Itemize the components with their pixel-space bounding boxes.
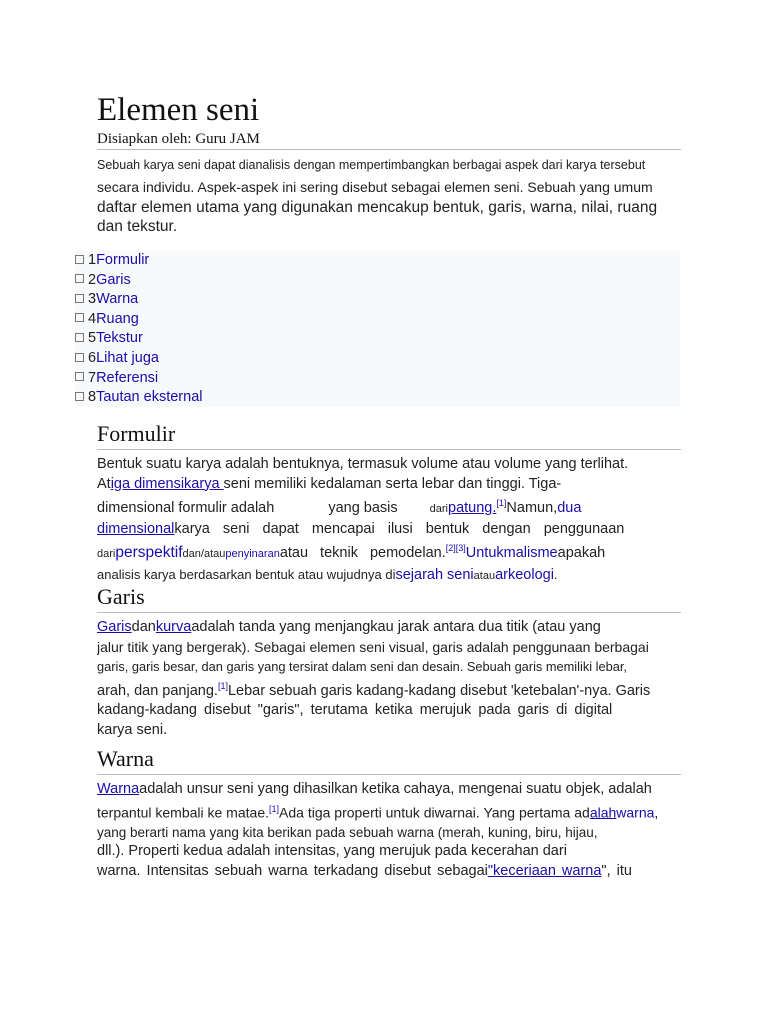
toc-link[interactable]: Ruang [96,310,139,327]
toc-number: 6 [88,349,97,366]
link-keceriaan-warna[interactable]: "keceriaan warna [487,863,602,880]
intro-line: daftar elemen utama yang digunakan mencakup bentuk, garis, warna, nilai, ruang [97,199,658,216]
bullet-icon [75,274,84,283]
section-garis-body [97,618,705,740]
link-patung[interactable]: patung. [448,500,497,517]
link-tiga-dimensi[interactable]: iga dimensi [110,475,185,492]
citation[interactable]: [1] [217,680,228,691]
citation[interactable]: [1] [269,803,280,814]
text-line: dll.). Properti kedua adalah intensitas, yang merujuk pada kecerahan dari [97,843,567,860]
intro-line: Sebuah karya seni dapat dianalisis dengan mempertimbangkan berbagai aspek dari karya tersebut [97,158,646,172]
text-line: Bentuk suatu karya adalah bentuknya, termasuk volume atau volume yang terlihat. [97,456,629,472]
text: Ada tiga properti untuk diwarnai. Yang pertama ad [279,804,590,821]
text: yang basis [328,500,398,517]
text-line [97,494,705,519]
toc-link[interactable]: Tekstur [96,330,143,347]
toc-link[interactable]: Garis [96,271,131,288]
link-alah[interactable]: alah [589,804,617,821]
byline: Disiapkan oleh: Guru JAM [97,131,681,150]
text: Namun, [506,500,558,517]
text-line [97,475,705,495]
bullet-icon [75,392,84,401]
toc-number: 3 [88,291,97,308]
intro-line: secara individu. Aspek-aspek ini sering disebut sebagai elemen seni. Sebuah yang umum [97,179,653,195]
text-line [97,677,705,701]
text-line [97,800,737,823]
link-garis[interactable]: Garis [97,619,132,635]
bullet-icon [75,372,84,381]
text: dan [131,619,156,635]
text: adalah unsur seni yang dihasilkan ketika cahaya, mengenai suatu objek, adalah [139,781,652,797]
text: atau teknik pemodelan. [279,545,446,562]
section-heading-garis: Garis [97,584,681,613]
toc-number: 8 [88,389,97,406]
citation[interactable]: [2][3] [445,543,466,554]
link-perspektif[interactable]: perspektif [115,544,183,562]
text-line: karya seni. [97,721,168,738]
toc-item-ruang[interactable] [75,310,680,330]
toc-item-referensi[interactable] [75,369,680,389]
text: apakah [557,545,606,562]
link-kurva[interactable]: kurva [155,619,192,635]
text: terpantul kembali ke mata [97,804,258,821]
text-line [97,780,737,800]
bullet-icon [75,294,84,303]
bullet-icon [75,353,84,362]
link-sejarah-seni[interactable]: sejarah seni [395,566,474,583]
text: dari [97,548,116,561]
text: atau [473,569,496,582]
section-heading-formulir: Formulir [97,421,681,450]
text-line: kadang-kadang disebut "garis", terutama ketika merujuk pada garis di digital [97,702,613,719]
text: . [553,566,558,582]
toc-item-tautan-eksternal[interactable] [75,388,680,408]
link-warna[interactable]: Warna [97,781,140,797]
text-line [97,862,737,882]
bullet-icon [75,313,84,322]
toc-item-garis[interactable] [75,271,680,291]
link-karya[interactable]: karya [184,475,224,492]
toc-number: 4 [88,310,97,327]
text: analisis karya berdasarkan bentuk atau wujudnya di [97,566,396,582]
text-line [97,520,705,540]
text: dari [429,503,448,516]
text: dan/atau [182,548,226,561]
text: arah, dan panjang. [97,682,218,699]
toc-link[interactable]: Referensi [96,369,159,386]
text: dimensional formulir adalah [97,500,275,517]
link-dimensional[interactable]: dimensional [97,520,175,537]
text-line [97,618,705,638]
citation[interactable]: [1] [496,498,507,509]
table-of-contents [75,251,680,407]
toc-link[interactable]: Lihat juga [96,349,159,366]
text-line [97,565,705,587]
text: , [654,804,659,821]
section-formulir-body [97,455,705,586]
text-line: jalur titik yang bergerak). Sebagai elemen seni visual, garis adalah penggunaan berbagai [97,638,649,655]
toc-item-warna[interactable] [75,290,680,310]
section-heading-warna: Warna [97,746,681,775]
bullet-icon [75,333,84,342]
text-line [97,539,705,564]
link-dua[interactable]: dua [557,500,582,517]
text: e. [257,804,269,821]
toc-link[interactable]: Tautan eksternal [96,389,203,406]
link-warna-2[interactable]: warna [616,804,655,821]
toc-item-lihat-juga[interactable] [75,349,680,369]
section-warna-body [97,780,737,882]
bullet-icon [75,255,84,264]
toc-link[interactable]: Warna [96,291,139,308]
text: Lebar sebuah garis kadang-kadang disebut 'ketebalan'-nya. Garis [227,682,651,699]
text: karya seni dapat mencapai ilusi bentuk dengan penggunaan [174,520,625,537]
text: At [97,475,111,492]
intro-line: dan tekstur. [97,218,178,235]
link-penyinaran[interactable]: penyinaran [225,548,280,561]
toc-item-tekstur[interactable] [75,329,680,349]
page-title: Elemen seni [97,92,260,128]
toc-number: 1 [88,252,97,268]
link-untukmalisme[interactable]: Untukmalisme [465,545,558,562]
toc-link[interactable]: Formulir [96,252,150,268]
text: seni memiliki kedalaman serta lebar dan tinggi. Tiga- [223,475,562,492]
toc-number: 7 [88,369,97,386]
text-line: yang berarti nama yang kita berikan pada sebuah warna (merah, kuning, biru, hijau, [97,824,598,840]
text-line: garis, garis besar, dan garis yang tersirat dalam seni dan desain. Sebuah garis memiliki lebar, [97,659,627,675]
toc-number: 5 [88,330,97,347]
text: warna. Intensitas sebuah warna terkadang disebut sebagai [97,863,488,880]
text: adalah tanda yang menjangkau jarak antara dua titik (atau yang [191,619,601,635]
toc-number: 2 [88,271,97,288]
link-arkeologi[interactable]: arkeologi [495,566,554,583]
toc-item-formulir[interactable] [75,251,680,271]
intro-paragraph [97,156,709,236]
text: ", itu [601,863,632,880]
